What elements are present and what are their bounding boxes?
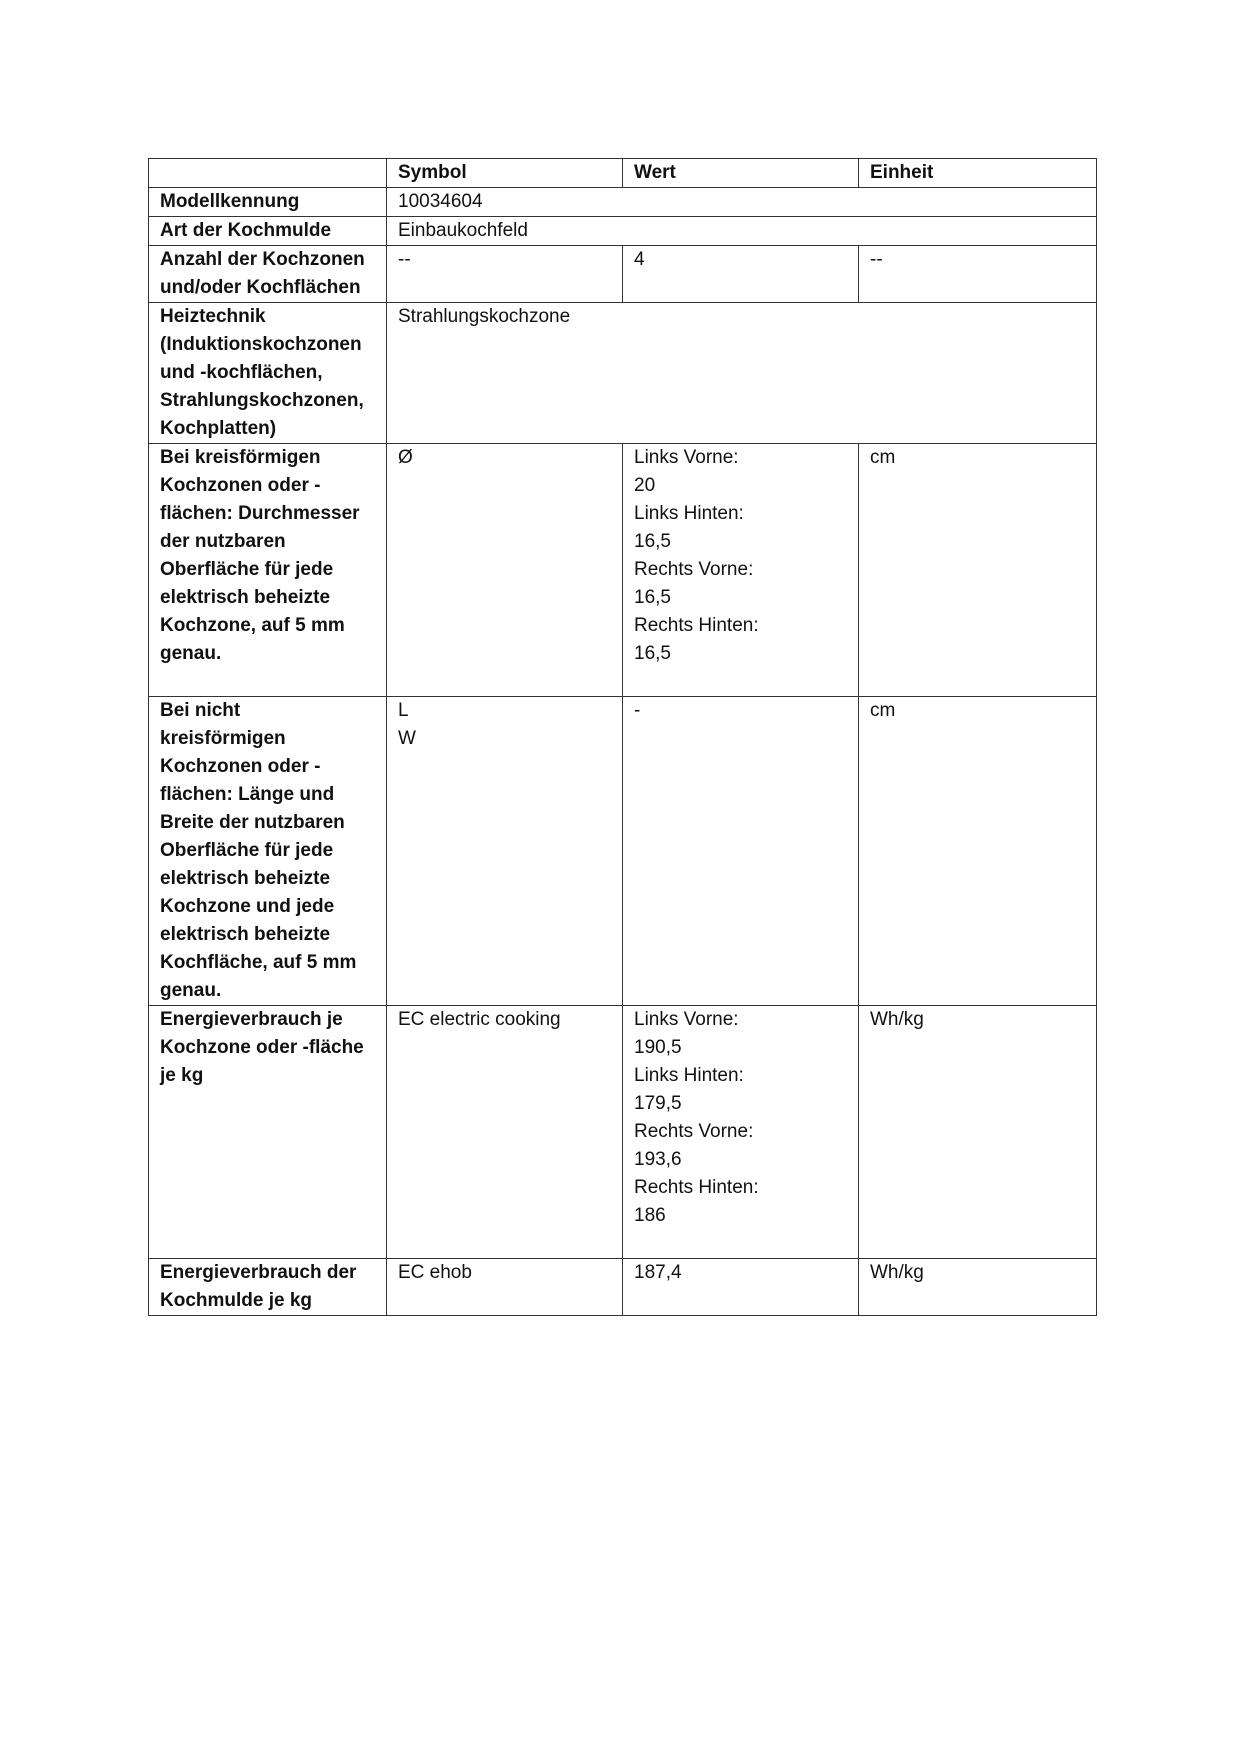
header-symbol: Symbol xyxy=(387,159,623,188)
wert-cell: 4 xyxy=(623,246,859,303)
einheit-cell: Wh/kg xyxy=(859,1006,1097,1259)
row-art-der-kochmulde xyxy=(149,217,1097,246)
row-energieverbrauch-kochzone xyxy=(149,1006,1097,1259)
spacer xyxy=(634,1230,848,1258)
symbol-cell: EC electric cooking xyxy=(387,1006,623,1259)
row-nicht-kreisfoermige-kochzonen xyxy=(149,697,1097,1006)
row-value: 10034604 xyxy=(387,188,1097,217)
row-label: Energieverbrauch der Kochmulde je kg xyxy=(149,1259,387,1316)
header-row xyxy=(149,159,1097,188)
wert-cell: Links Vorne: 20 Links Hinten: 16,5 Rechts Vorne: 16,5 Rechts Hinten: 16,5 xyxy=(623,444,859,697)
wert-cell: Links Vorne: 190,5 Links Hinten: 179,5 Rechts Vorne: 193,6 Rechts Hinten: 186 xyxy=(623,1006,859,1259)
einheit-cell: cm xyxy=(859,444,1097,697)
row-anzahl-kochzonen xyxy=(149,246,1097,303)
einheit-cell: cm xyxy=(859,697,1097,1006)
row-value: Einbaukochfeld xyxy=(387,217,1097,246)
symbol-cell: -- xyxy=(387,246,623,303)
row-label: Anzahl der Kochzonen und/oder Kochflächen xyxy=(149,246,387,303)
wert-cell: - xyxy=(623,697,859,1006)
row-label: Energieverbrauch je Kochzone oder -fläche je kg xyxy=(149,1006,387,1259)
row-value: Strahlungskochzone xyxy=(387,303,1097,444)
row-modellkennung xyxy=(149,188,1097,217)
row-label: Bei kreisförmigen Kochzonen oder - flächen: Durchmesser der nutzbaren Oberfläche für jede elektrisch beheizte Kochzone, auf 5 mm genau. xyxy=(149,444,387,697)
row-label: Modellkennung xyxy=(149,188,387,217)
spacer xyxy=(160,668,376,696)
einheit-cell: Wh/kg xyxy=(859,1259,1097,1316)
row-heiztechnik xyxy=(149,303,1097,444)
row-kreisfoermige-kochzonen xyxy=(149,444,1097,697)
row-label: Art der Kochmulde xyxy=(149,217,387,246)
header-einheit: Einheit xyxy=(859,159,1097,188)
symbol-cell: EC ehob xyxy=(387,1259,623,1316)
row-label: Bei nicht kreisförmigen Kochzonen oder - flächen: Länge und Breite der nutzbaren Oberfläche für jede elektrisch beheizte Kochzone und jede elektrisch beheizte Kochfläche, auf 5 mm genau. xyxy=(149,697,387,1006)
header-wert: Wert xyxy=(623,159,859,188)
symbol-cell: L W xyxy=(387,697,623,1006)
row-energieverbrauch-kochmulde xyxy=(149,1259,1097,1316)
einheit-cell: -- xyxy=(859,246,1097,303)
row-label: Heiztechnik (Induktionskochzonen und -kochflächen, Strahlungskochzonen, Kochplatten) xyxy=(149,303,387,444)
header-empty-cell xyxy=(149,159,387,188)
symbol-cell: Ø xyxy=(387,444,623,697)
energy-data-table xyxy=(148,158,1097,1316)
wert-cell: 187,4 xyxy=(623,1259,859,1316)
